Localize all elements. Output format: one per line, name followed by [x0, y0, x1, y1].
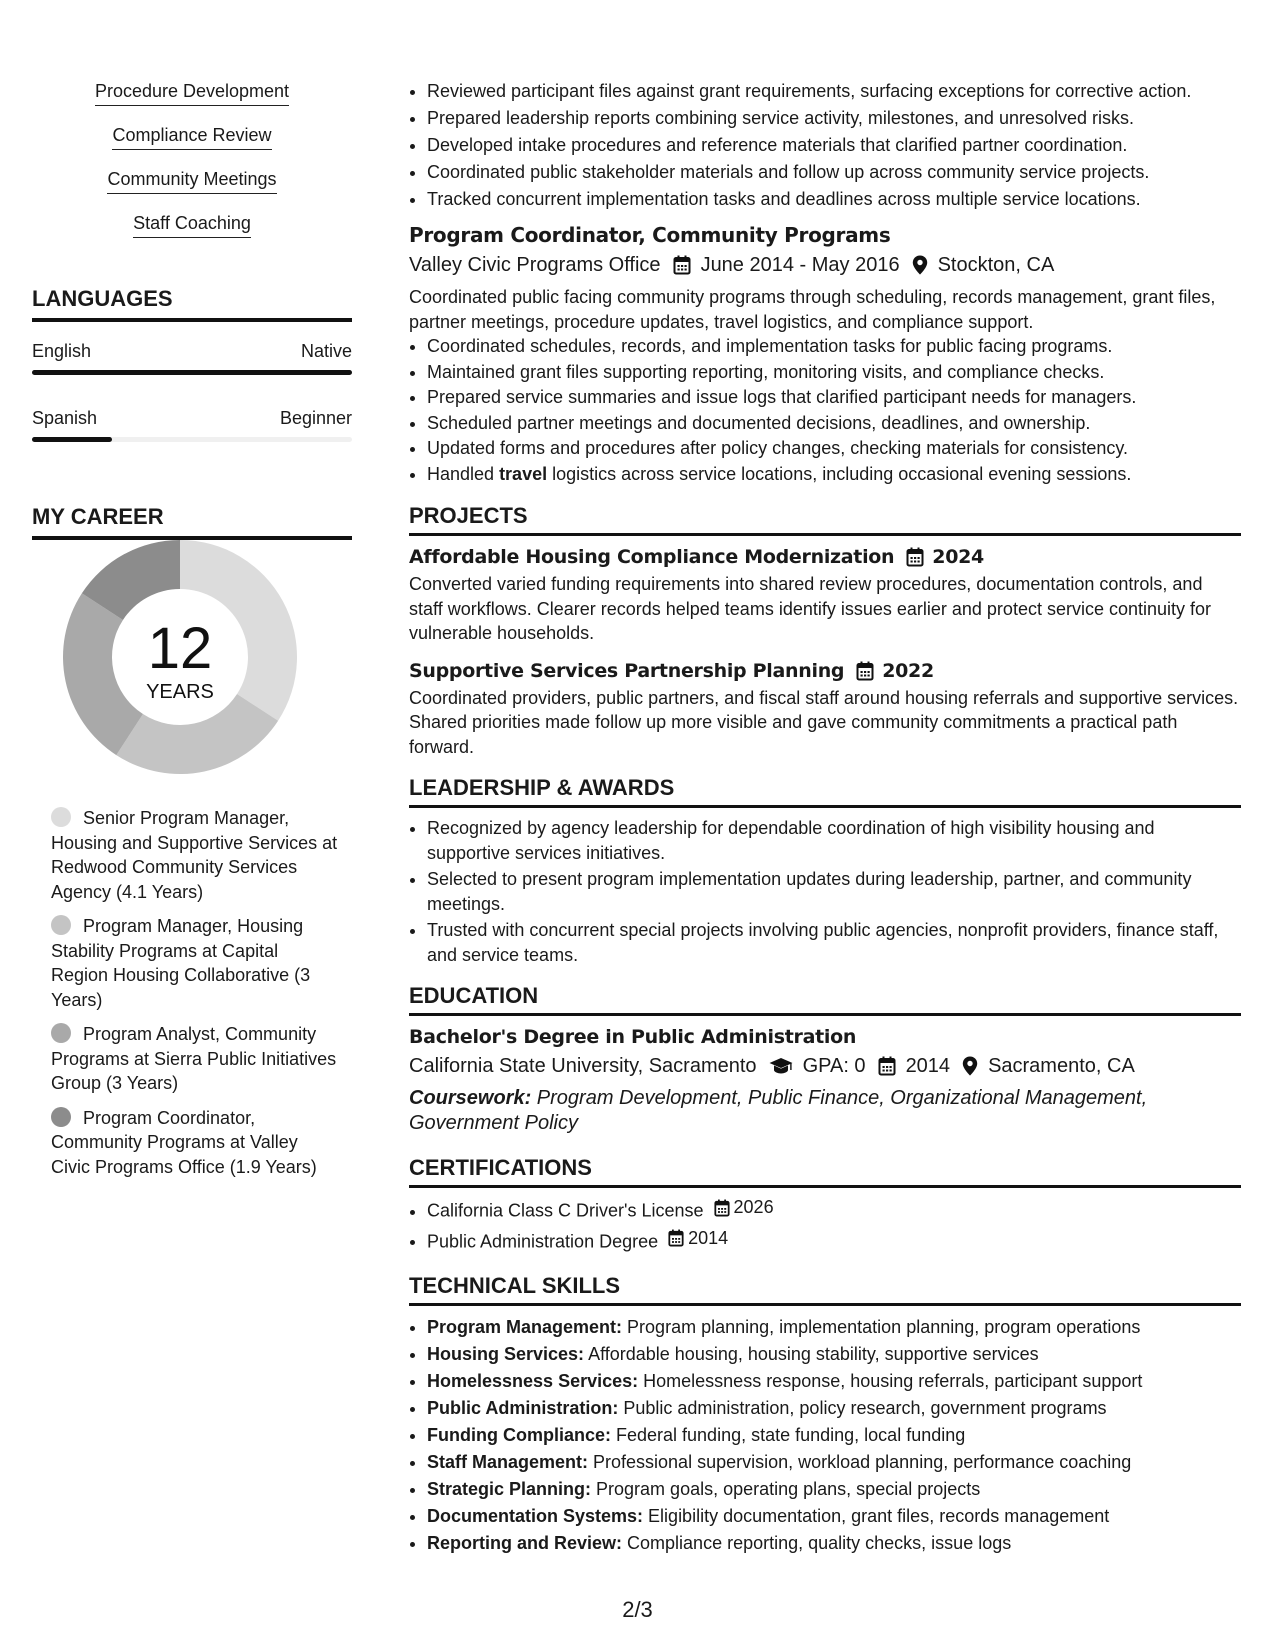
language-proficiency-fill: [32, 370, 352, 375]
certifications-heading: CERTIFICATIONS: [409, 1155, 1241, 1188]
skill-tag: Staff Coaching: [133, 212, 251, 238]
legend-dot-icon: [51, 807, 71, 827]
certifications-list: [409, 1194, 1241, 1255]
career-legend-item: [51, 806, 340, 904]
page-number: 2/3: [622, 1597, 653, 1622]
list-item: • Reviewed participant files against grant requirements, surfacing exceptions for corrective action.: [427, 78, 1241, 105]
graduation-year: 2014: [905, 1055, 951, 1077]
legend-dot-icon: [51, 915, 71, 935]
list-item: • Public Administration: Public administration, policy research, government programs: [427, 1395, 1241, 1422]
project-title: Supportive Services Partnership Planning 2022: [409, 659, 934, 682]
technical-skills-list: [409, 1314, 1241, 1557]
language-level: Beginner: [279, 408, 352, 428]
previous-job-bullets: [409, 78, 1241, 213]
list-item: • Coordinated public stakeholder materials and follow up across community service projects.: [427, 159, 1241, 186]
language-spanish: [32, 407, 352, 442]
list-item: • Housing Services: Affordable housing, housing stability, supportive services: [427, 1341, 1241, 1368]
job-title: Program Coordinator, Community Programs: [409, 223, 891, 247]
list-item: • Recognized by agency leadership for dependable coordination of high visibility housing and supportive services initiatives.: [427, 816, 1241, 865]
career-legend-text: Program Manager, Housing Stability Programs at Capital Region Housing Collaborative (3 Years): [51, 916, 311, 1010]
leadership-heading: LEADERSHIP & AWARDS: [409, 775, 1241, 808]
list-item: • Tracked concurrent implementation tasks and deadlines across multiple service locations.: [427, 186, 1241, 213]
list-item: • Selected to present program implementation updates during leadership, partner, and community meetings.: [427, 867, 1241, 916]
calendar-icon: [673, 255, 691, 275]
list-item: • Scheduled partner meetings and documented decisions, deadlines, and ownership.: [427, 411, 1241, 437]
map-pin-icon: [912, 255, 928, 275]
career-heading: MY CAREER: [32, 504, 352, 540]
skill-tags: [32, 80, 352, 256]
language-proficiency-bar: [32, 370, 352, 375]
calendar-icon: [878, 1056, 896, 1076]
language-name: English: [32, 341, 92, 361]
career-legend-text: Program Coordinator, Community Programs at Valley Civic Programs Office (1.9 Years): [51, 1107, 317, 1177]
coursework: Coursework: Program Development, Public Finance, Organizational Management, Government Policy: [409, 1087, 1148, 1134]
list-item: • Reporting and Review: Compliance reporting, quality checks, issue logs: [427, 1530, 1241, 1557]
calendar-icon: [714, 1199, 730, 1217]
career-legend-text: Senior Program Manager, Housing and Supportive Services at Redwood Community Services Agency (4.1 Years): [51, 808, 338, 902]
career-legend-item: [51, 1106, 340, 1180]
list-item: • Handled travel logistics across service locations, including occasional evening sessions.: [427, 462, 1241, 488]
career-donut-chart: [32, 540, 352, 800]
list-item: • Public Administration Degree 2014: [427, 1225, 1241, 1256]
project-title: Affordable Housing Compliance Modernization 2024: [409, 546, 984, 568]
career-legend: [32, 806, 352, 1179]
job-meta: [409, 251, 1241, 279]
calendar-icon: [856, 661, 874, 681]
languages-heading: LANGUAGES: [32, 286, 352, 322]
sidebar: [32, 80, 352, 1189]
language-name: Spanish: [32, 408, 98, 428]
job-location: Stockton, CA: [937, 254, 1055, 276]
career-legend-item: [51, 1022, 340, 1096]
language-english: [32, 340, 352, 375]
project-year: 2024: [932, 546, 984, 568]
career-legend-text: Program Analyst, Community Programs at Sierra Public Initiatives Group (3 Years): [51, 1024, 337, 1093]
degree-title: Bachelor's Degree in Public Administration: [409, 1026, 857, 1048]
projects-heading: PROJECTS: [409, 503, 1241, 536]
career-donut-segment: [116, 694, 278, 774]
calendar-icon: [668, 1229, 684, 1247]
school-location: Sacramento, CA: [988, 1055, 1135, 1077]
skill-tag: Procedure Development: [95, 80, 289, 106]
job-bullets: [409, 334, 1241, 487]
list-item: • Staff Management: Professional supervision, workload planning, performance coaching: [427, 1449, 1241, 1476]
list-item: • Documentation Systems: Eligibility documentation, grant files, records management: [427, 1503, 1241, 1530]
gpa: GPA: 0: [802, 1055, 866, 1077]
bold-keyword: travel: [499, 463, 548, 484]
list-item: • Prepared leadership reports combining service activity, milestones, and unresolved risks.: [427, 105, 1241, 132]
school-name: California State University, Sacramento: [409, 1055, 757, 1077]
legend-dot-icon: [51, 1023, 71, 1043]
education-meta: [409, 1052, 1241, 1080]
graduation-cap-icon: [769, 1057, 793, 1075]
list-item: • Funding Compliance: Federal funding, state funding, local funding: [427, 1422, 1241, 1449]
skill-tag: Compliance Review: [112, 124, 271, 150]
list-item: • Trusted with concurrent special projects involving public agencies, nonprofit providers, finance staff, and service teams.: [427, 918, 1241, 967]
project-description: Coordinated providers, public partners, and fiscal staff around housing referrals and supportive services. Shared priorities made follow up more visible and gave community commitments a practical path forward.: [409, 687, 1239, 757]
language-level: Native: [300, 341, 352, 361]
calendar-icon: [906, 547, 924, 567]
project-year: 2022: [882, 659, 934, 682]
list-item: • Updated forms and procedures after policy changes, checking materials for consistency.: [427, 436, 1241, 462]
list-item: • Prepared service summaries and issue logs that clarified participant needs for managers.: [427, 385, 1241, 411]
leadership-list: [409, 816, 1241, 967]
job-organization: Valley Civic Programs Office: [409, 254, 661, 276]
job-dates: June 2014 - May 2016: [700, 254, 900, 276]
legend-dot-icon: [51, 1107, 71, 1127]
list-item: • California Class C Driver's License 2026: [427, 1194, 1241, 1225]
map-pin-icon: [962, 1056, 978, 1076]
language-proficiency-bar: [32, 437, 352, 442]
career-legend-item: [51, 914, 340, 1012]
list-item: • Developed intake procedures and reference materials that clarified partner coordination.: [427, 132, 1241, 159]
list-item: • Program Management: Program planning, implementation planning, program operations: [427, 1314, 1241, 1341]
list-item: • Strategic Planning: Program goals, operating plans, special projects: [427, 1476, 1241, 1503]
list-item: • Maintained grant files supporting reporting, monitoring visits, and compliance checks.: [427, 360, 1241, 386]
technical-skills-heading: TECHNICAL SKILLS: [409, 1273, 1241, 1306]
career-total-label: YEARS: [146, 681, 214, 703]
list-item: • Homelessness Services: Homelessness response, housing referrals, participant support: [427, 1368, 1241, 1395]
main-content: [409, 78, 1241, 1557]
project-description: Converted varied funding requirements into shared review procedures, documentation controls, and staff workflows. Clearer records helped teams identify issues earlier and protect service continuity for vulnerable households.: [409, 574, 1212, 643]
education-heading: EDUCATION: [409, 983, 1241, 1016]
list-item: • Coordinated schedules, records, and implementation tasks for public facing programs.: [427, 334, 1241, 360]
language-proficiency-fill: [32, 437, 112, 442]
skill-tag: Community Meetings: [107, 168, 276, 194]
career-total-years: 12: [147, 616, 213, 681]
job-summary: Coordinated public facing community programs through scheduling, records management, grant files, partner meetings, procedure updates, travel logistics, and compliance support.: [409, 287, 1216, 332]
